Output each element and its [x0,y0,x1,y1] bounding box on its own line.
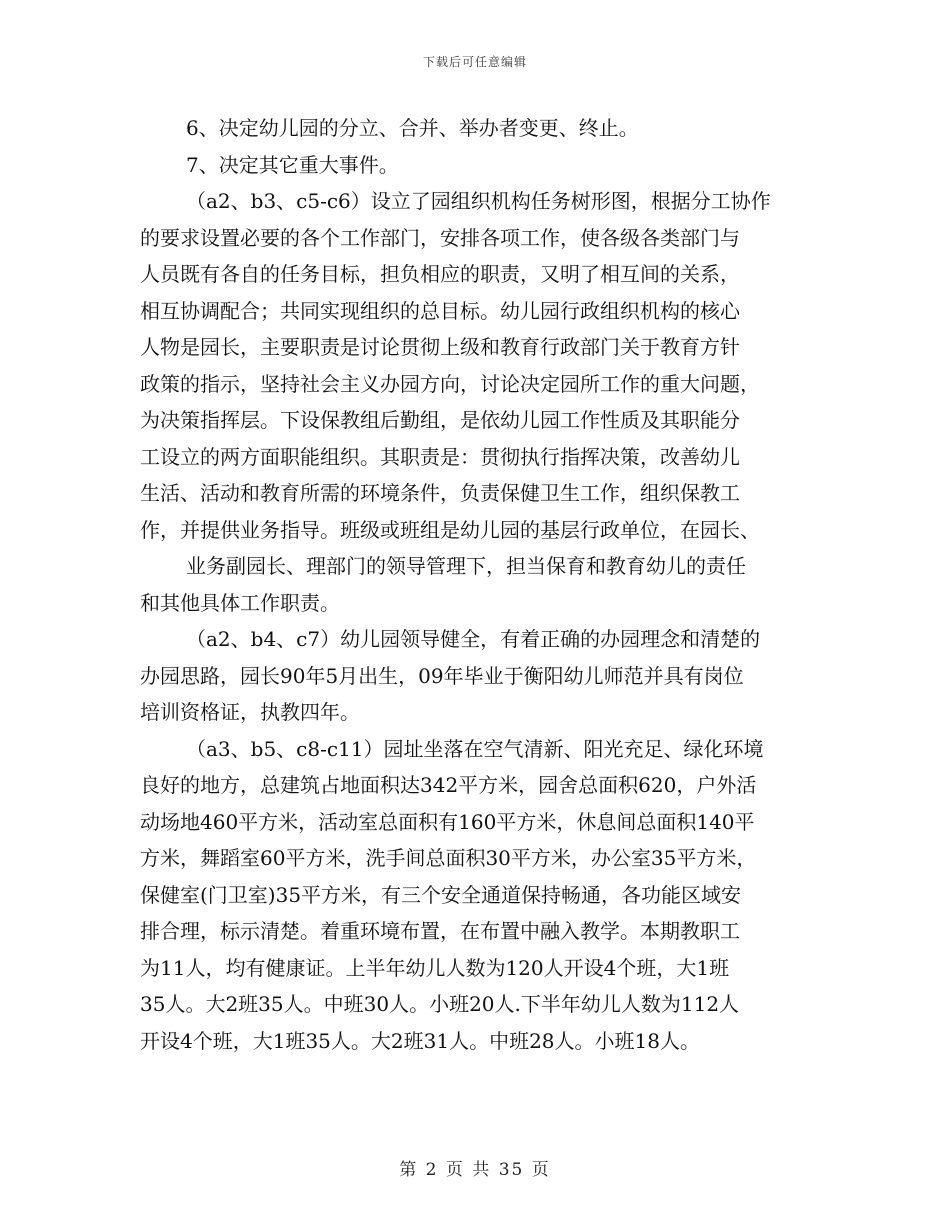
text-line: 为决策指挥层。下设保教组后勤组，是依幼儿园工作性质及其职能分 [140,408,740,432]
text-line: 动场地460平方米，活动室总面积有160平方米，休息间总面积140平 [140,809,755,834]
text-line: 为11人，均有健康证。上半年幼儿人数为120人开设4个班，大1班 [140,955,730,980]
text-line: （a3、b5、c8-c11）园址坐落在空气清新、阳光充足、绿化环境 [186,736,764,761]
text-line: 培训资格证，执教四年。 [140,700,360,724]
text-line: 35人。大2班35人。中班30人。小班20人.下半年幼儿人数为112人 [140,992,740,1016]
text-line: 办园思路，园长90年5月出生，09年毕业于衡阳幼儿师范并具有岗位 [140,663,744,688]
text-line: 7、决定其它重大事件。 [186,152,399,177]
text-line: 工设立的两方面职能组织。其职责是：贯彻执行指挥决策，改善幼儿 [140,444,740,469]
text-line: 作，并提供业务指导。班级或班组是幼儿园的基层行政单位，在园长、 [140,517,760,542]
text-line: 排合理，标示清楚。着重环境布置，在布置中融入教学。本期教职工 [140,919,740,943]
text-line: 和其他具体工作职责。 [140,590,340,615]
text-line: 保健室(门卫室)35平方米，有三个安全通道保持畅通，各功能区域安 [140,882,742,907]
text-line: 的要求设置必要的各个工作部门，安排各项工作，使各级各类部门与 [140,225,740,250]
text-line: 开设4个班，大1班35人。大2班31人。中班28人。小班18人。 [140,1028,700,1053]
text-line: 业务副园长、理部门的领导管理下，担当保育和教育幼儿的责任 [186,554,746,578]
text-line: 6、决定幼儿园的分立、合并、举办者变更、终止。 [186,116,639,140]
text-line: 人物是园长，主要职责是讨论贯彻上级和教育行政部门关于教育方针 [140,335,740,359]
header-note: 下载后可任意编辑 [422,55,527,69]
page-number: 第 2 页 共 35 页 [399,1160,551,1180]
text-line: 政策的指示，坚持社会主义办园方向，讨论决定园所工作的重大问题， [140,371,760,396]
document-body [140,110,812,1059]
text-line: 生活、活动和教育所需的环境条件，负责保健卫生工作，组织保教工 [140,481,740,505]
text-line: （a2、b4、c7）幼儿园领导健全，有着正确的办园理念和清楚的 [186,627,761,651]
text-line: 良好的地方，总建筑占地面积达342平方米，园舍总面积620，户外活 [140,773,757,797]
text-line: 人员既有各自的任务目标，担负相应的职责，又明了相互间的关系， [140,262,740,286]
text-line: 相互协调配合；共同实现组织的总目标。幼儿园行政组织机构的核心 [140,298,740,323]
text-line: 方米，舞蹈室60平方米，洗手间总面积30平方米，办公室35平方米， [140,846,757,870]
text-line: （a2、b3、c5-c6）设立了园组织机构任务树形图，根据分工协作 [186,189,771,213]
